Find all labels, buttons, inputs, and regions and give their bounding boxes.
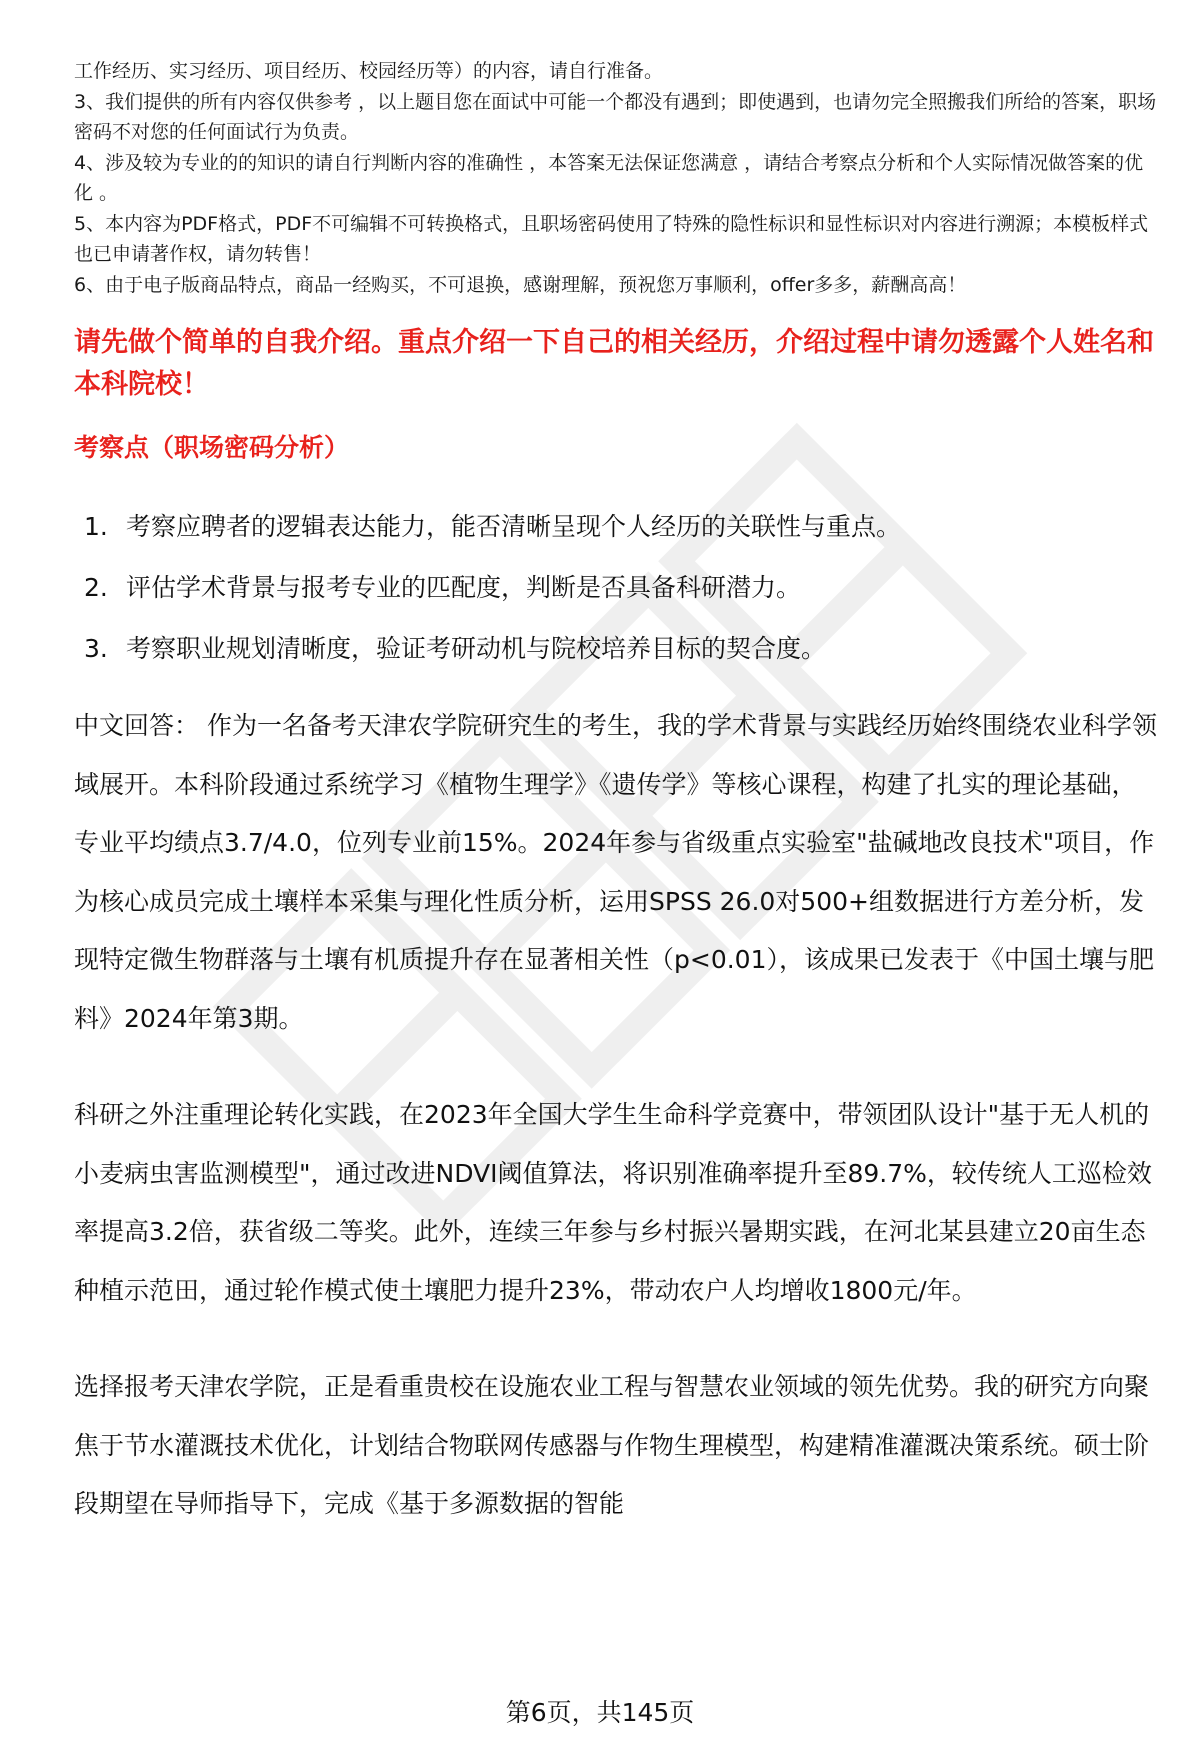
list-number: 1. <box>84 512 108 541</box>
answer-paragraph: 科研之外注重理论转化实践，在2023年全国大学生生命科学竞赛中，带领团队设计"基于无人机的小麦病虫害监测模型"，通过改进NDVI阈值算法，将识别准确率提升至89.7%，较传统人工巡检效率提高3.2倍，获省级二等奖。此外，连续三年参与乡村振兴暑期实践，在河北某县建立20亩生态种植示范田，通过轮作模式使土壤肥力提升23%，带动农户人均增收1800元/年。 <box>74 1100 1152 1305</box>
note-line: 6、由于电子版商品特点，商品一经购买，不可退换，感谢理解，预祝您万事顺利，offer多多，薪酬高高！ <box>74 273 967 296</box>
list-text: 评估学术背景与报考专业的匹配度，判断是否具备科研潜力。 <box>126 573 802 602</box>
list-text: 考察职业规划清晰度，验证考研动机与院校培养目标的契合度。 <box>126 634 827 663</box>
document-page <box>74 56 1160 1534</box>
answer-paragraph: 中文回答： 作为一名备考天津农学院研究生的考生，我的学术背景与实践经历始终围绕农业科学领域展开。本科阶段通过系统学习《植物生理学》《遗传学》等核心课程，构建了扎实的理论基础，专业平均绩点3.7/4.0，位列专业前15%。2024年参与省级重点实验室"盐碱地改良技术"项目，作为核心成员完成土壤样本采集与理化性质分析，运用SPSS 26.0对500+组数据进行方差分析，发现特定微生物群落与土壤有机质提升存在显著相关性（p<0.01），该成果已发表于《中国土壤与肥料》2024年第3期。 <box>74 711 1157 1033</box>
disclaimer-notes <box>74 56 1160 300</box>
note-line: 工作经历、实习经历、项目经历、校园经历等）的内容，请自行准备。 <box>74 60 664 82</box>
list-number: 2. <box>84 573 108 602</box>
analysis-points <box>74 496 1160 679</box>
page-number: 第6页，共145页 <box>505 1698 695 1727</box>
note-line: 5、本内容为PDF格式，PDF不可编辑不可转换格式，且职场密码使用了特殊的隐性标识和显性标识对内容进行溯源；本模板样式也已申请著作权，请勿转售！ <box>74 212 1149 265</box>
list-text: 考察应聘者的逻辑表达能力，能否清晰呈现个人经历的关联性与重点。 <box>126 512 902 541</box>
analysis-heading: 考察点（职场密码分析） <box>74 433 350 462</box>
note-line: 4、涉及较为专业的的知识的请自行判断内容的准确性 ，本答案无法保证您满意 ，请结合考察点分析和个人实际情况做答案的优化 。 <box>74 151 1144 204</box>
list-item <box>84 557 1160 618</box>
interview-question: 请先做个简单的自我介绍。重点介绍一下自己的相关经历，介绍过程中请勿透露个人姓名和本科院校！ <box>74 327 1154 400</box>
answer-paragraph: 选择报考天津农学院，正是看重贵校在设施农业工程与智慧农业领域的领先优势。我的研究方向聚焦于节水灌溉技术优化，计划结合物联网传感器与作物生理模型，构建精准灌溉决策系统。硕士阶段期望在导师指导下，完成《基于多源数据的智能 <box>74 1372 1150 1518</box>
list-item <box>84 618 1160 679</box>
note-line: 3、我们提供的所有内容仅供参考 ，以上题目您在面试中可能一个都没有遇到；即使遇到，也请勿完全照搬我们所给的答案，职场密码不对您的任何面试行为负责。 <box>74 90 1157 143</box>
list-item <box>84 496 1160 557</box>
list-number: 3. <box>84 634 108 663</box>
